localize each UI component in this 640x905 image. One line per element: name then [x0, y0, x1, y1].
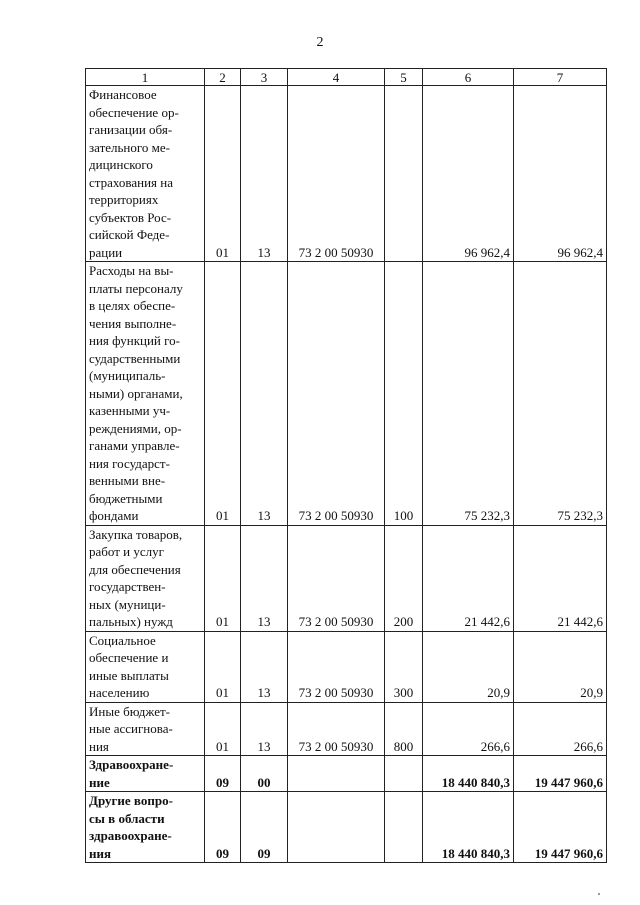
- amount-cell-1: 21 442,6: [423, 525, 514, 631]
- target-article-cell: [288, 756, 385, 792]
- section-code-cell: 01: [205, 631, 241, 702]
- subsection-code-cell: 09: [241, 792, 288, 863]
- section-code-cell: 01: [205, 702, 241, 756]
- section-code-cell: 01: [205, 525, 241, 631]
- column-header: 5: [385, 69, 423, 86]
- subsection-code-cell: 13: [241, 86, 288, 262]
- section-code-cell: 01: [205, 262, 241, 526]
- expense-type-cell: 200: [385, 525, 423, 631]
- item-name-cell: Финансовое обеспечение ор- ганизации обя- зательного ме- дицинского страхования на территориях субъектов Рос- сийской Феде- рации: [86, 86, 205, 262]
- amount-cell-2: 19 447 960,6: [514, 792, 607, 863]
- subsection-code-cell: 13: [241, 631, 288, 702]
- expense-type-cell: [385, 792, 423, 863]
- table-row-total: [86, 792, 607, 863]
- column-header: 2: [205, 69, 241, 86]
- table-row: [86, 86, 607, 262]
- target-article-cell: 73 2 00 50930: [288, 631, 385, 702]
- amount-cell-2: 20,9: [514, 631, 607, 702]
- amount-cell-2: 266,6: [514, 702, 607, 756]
- column-header: 6: [423, 69, 514, 86]
- section-code-cell: 09: [205, 792, 241, 863]
- item-name-cell: Закупка товаров, работ и услуг для обеспечения государствен- ных (муници- пальных) нужд: [86, 525, 205, 631]
- amount-cell-2: 96 962,4: [514, 86, 607, 262]
- table-row-total: [86, 756, 607, 792]
- amount-cell-1: 20,9: [423, 631, 514, 702]
- expense-type-cell: 300: [385, 631, 423, 702]
- section-code-cell: 09: [205, 756, 241, 792]
- scan-speck: [598, 893, 600, 895]
- subsection-code-cell: 13: [241, 262, 288, 526]
- expense-type-cell: 100: [385, 262, 423, 526]
- table-row: [86, 262, 607, 526]
- item-name-cell: Другие вопро- сы в области здравоохране- ния: [86, 792, 205, 863]
- expense-type-cell: [385, 756, 423, 792]
- amount-cell-2: 19 447 960,6: [514, 756, 607, 792]
- section-code-cell: 01: [205, 86, 241, 262]
- target-article-cell: 73 2 00 50930: [288, 702, 385, 756]
- amount-cell-2: 21 442,6: [514, 525, 607, 631]
- budget-table: [85, 68, 607, 863]
- column-header: 1: [86, 69, 205, 86]
- amount-cell-1: 75 232,3: [423, 262, 514, 526]
- item-name-cell: Здравоохране- ние: [86, 756, 205, 792]
- item-name-cell: Расходы на вы- платы персоналу в целях обеспе- чения выполне- ния функций го- сударственными (муниципаль- ными) органами, казенными уч- реждениями, ор- ганами управле- ния государст- венными вне- бюджетными фондами: [86, 262, 205, 526]
- item-name-cell: Социальное обеспечение и иные выплаты населению: [86, 631, 205, 702]
- column-header: 4: [288, 69, 385, 86]
- target-article-cell: 73 2 00 50930: [288, 262, 385, 526]
- amount-cell-1: 96 962,4: [423, 86, 514, 262]
- table-row: [86, 702, 607, 756]
- item-name-cell: Иные бюджет- ные ассигнова- ния: [86, 702, 205, 756]
- table-row: [86, 631, 607, 702]
- subsection-code-cell: 13: [241, 525, 288, 631]
- amount-cell-1: 18 440 840,3: [423, 756, 514, 792]
- table-header-row: [86, 69, 607, 86]
- target-article-cell: 73 2 00 50930: [288, 525, 385, 631]
- amount-cell-2: 75 232,3: [514, 262, 607, 526]
- subsection-code-cell: 00: [241, 756, 288, 792]
- subsection-code-cell: 13: [241, 702, 288, 756]
- target-article-cell: 73 2 00 50930: [288, 86, 385, 262]
- expense-type-cell: 800: [385, 702, 423, 756]
- amount-cell-1: 266,6: [423, 702, 514, 756]
- page-number: 2: [316, 35, 324, 50]
- table-row: [86, 525, 607, 631]
- column-header: 3: [241, 69, 288, 86]
- expense-type-cell: [385, 86, 423, 262]
- target-article-cell: [288, 792, 385, 863]
- column-header: 7: [514, 69, 607, 86]
- amount-cell-1: 18 440 840,3: [423, 792, 514, 863]
